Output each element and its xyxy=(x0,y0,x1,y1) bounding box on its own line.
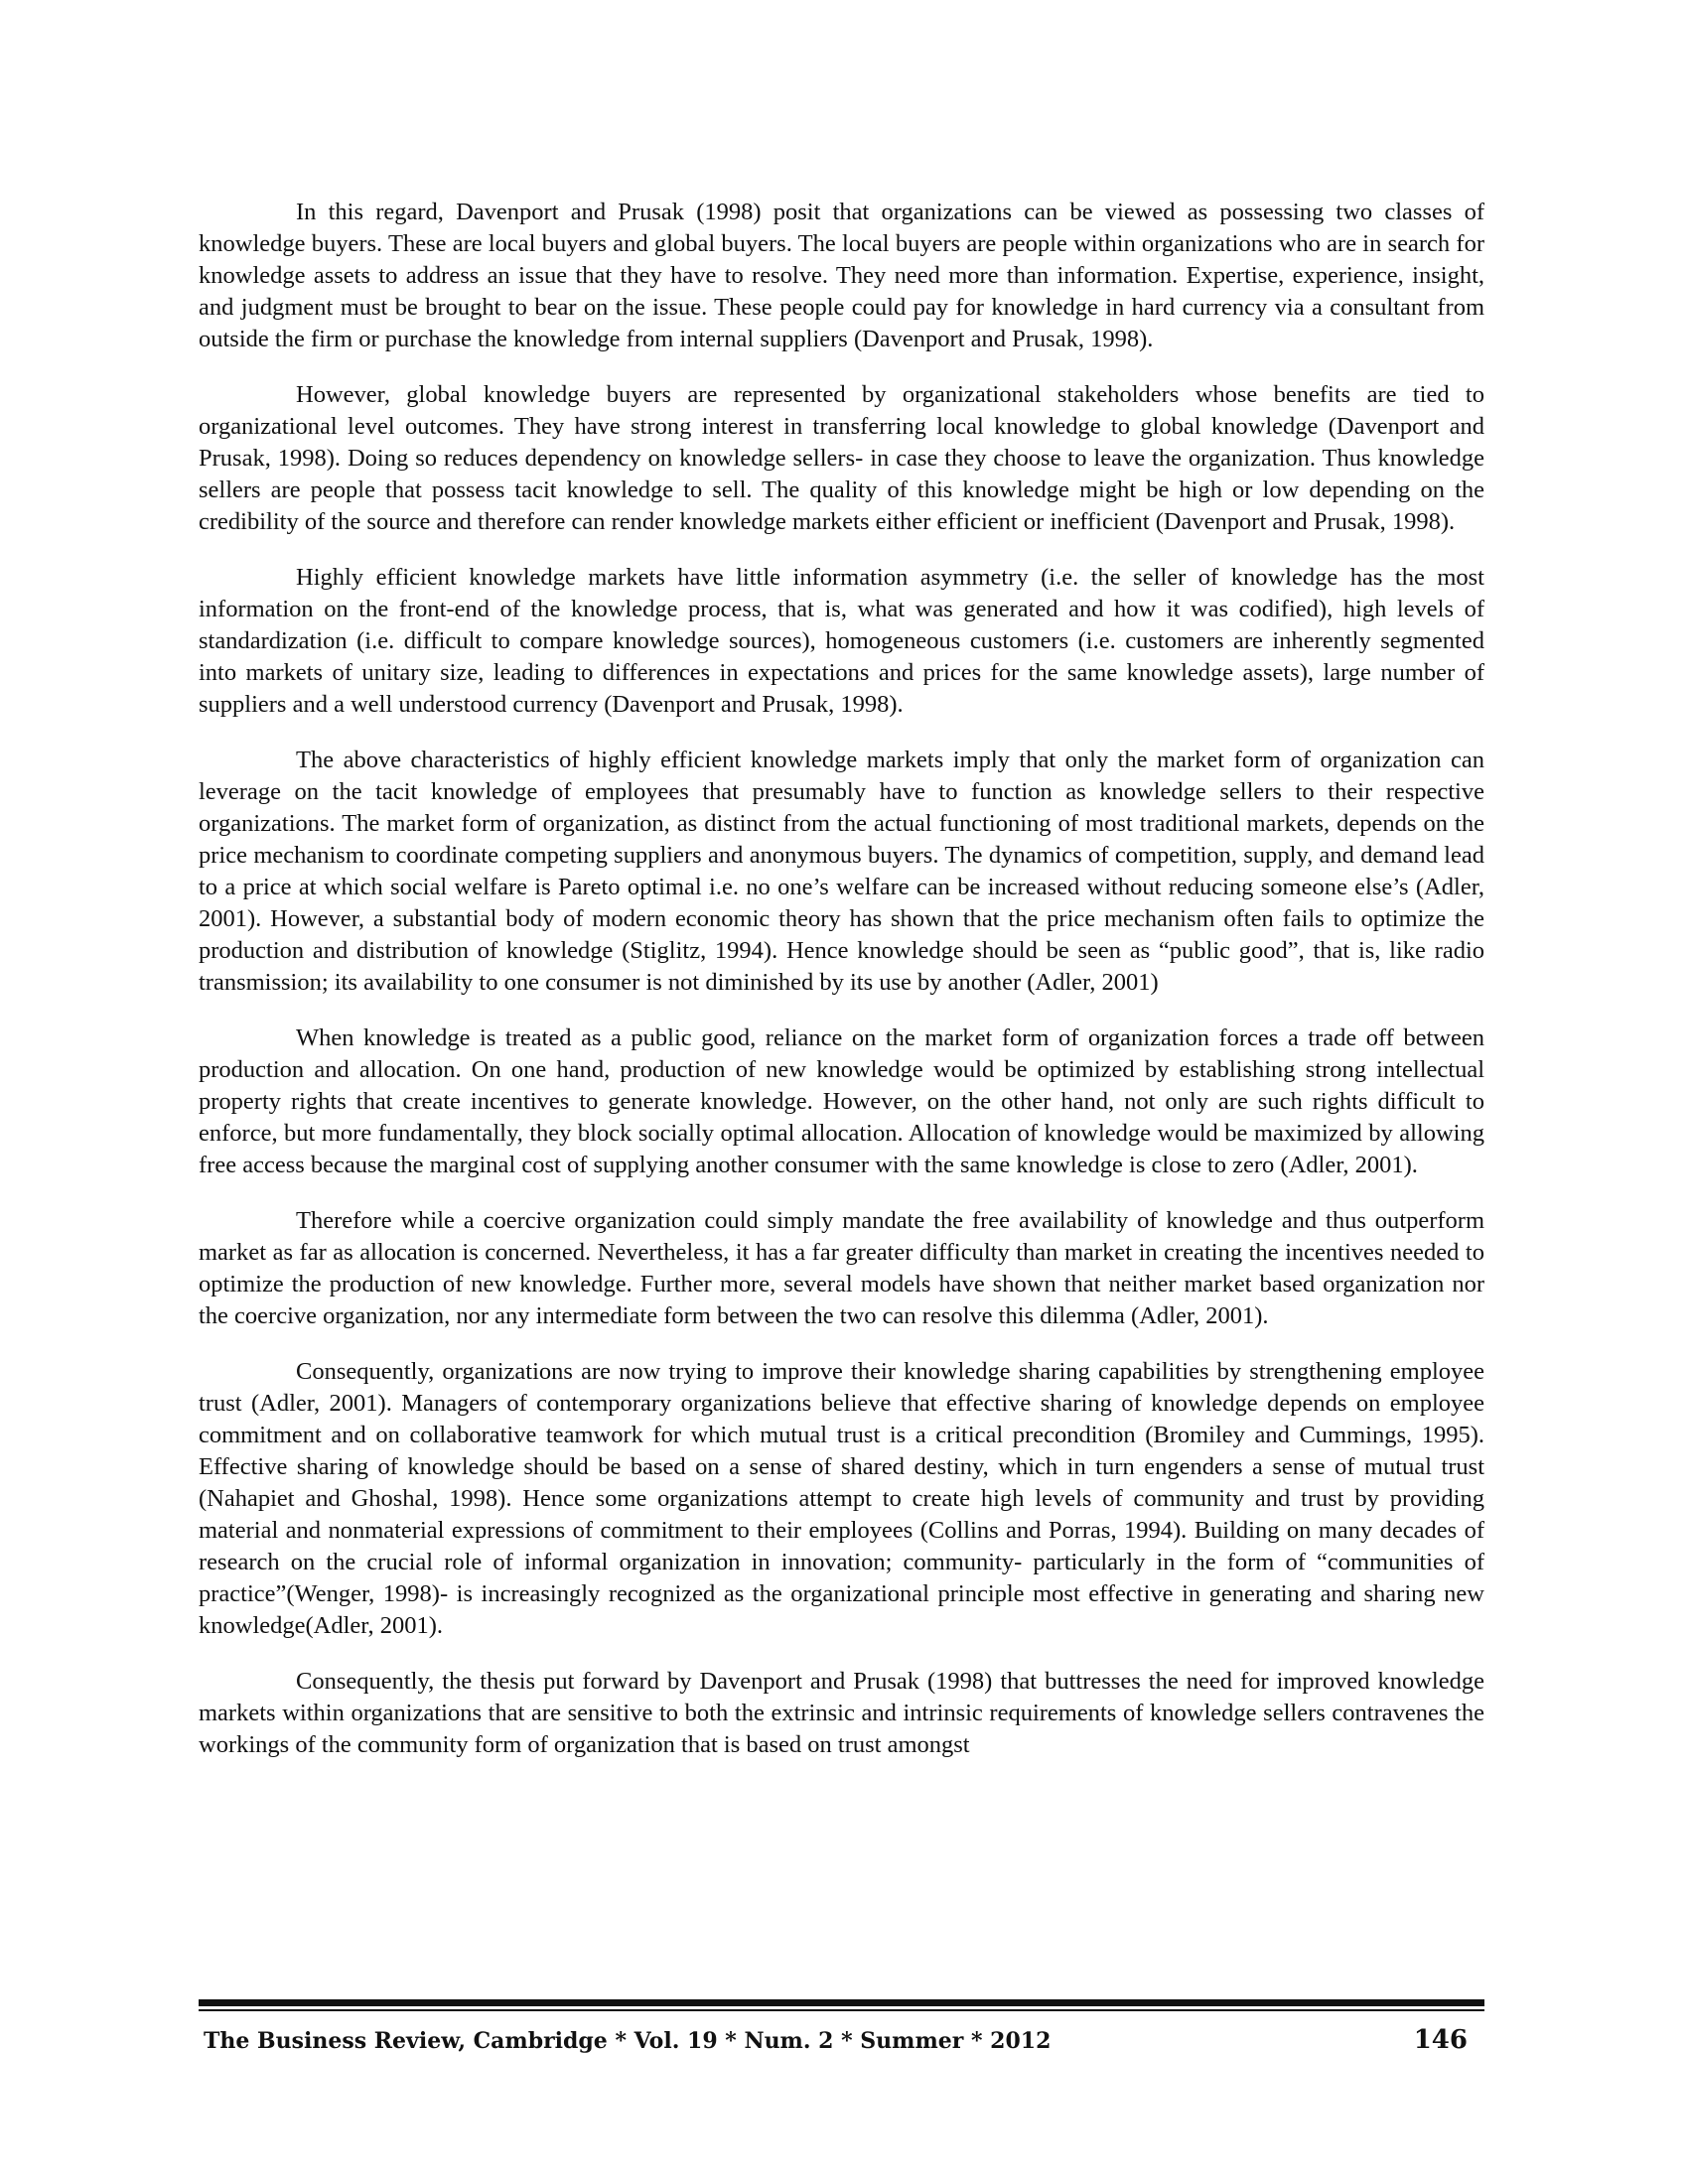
paragraph-3: Highly efficient knowledge markets have little information asymmetry (i.e. the seller of knowledge has the most information on the front-end of the knowledge process, that is, what was generated and how it was codified), high levels of standardization (i.e. difficult to compare knowledge sources), homogeneous customers (i.e. customers are inherently segmented into markets of unitary size, leading to differences in expectations and prices for the same knowledge assets), large number of suppliers and a well understood currency (Davenport and Prusak, 1998). xyxy=(199,564,1484,718)
paragraph-1: In this regard, Davenport and Prusak (1998) posit that organizations can be viewed as possessing two classes of knowledge buyers. These are local buyers and global buyers. The local buyers are people within organizations who are in search for knowledge assets to address an issue that they have to resolve. They need more than information. Expertise, experience, insight, and judgment must be brought to bear on the issue. These people could pay for knowledge in hard currency via a consultant from outside the firm or purchase the knowledge from internal suppliers (Davenport and Prusak, 1998). xyxy=(199,199,1484,352)
paragraph-2: However, global knowledge buyers are represented by organizational stakeholders whose benefits are tied to organizational level outcomes. They have strong interest in transferring local knowledge to global knowledge (Davenport and Prusak, 1998). Doing so reduces dependency on knowledge sellers- in case they choose to leave the organization. Thus knowledge sellers are people that possess tacit knowledge to sell. The quality of this knowledge might be high or low depending on the credibility of the source and therefore can render knowledge markets either efficient or inefficient (Davenport and Prusak, 1998). xyxy=(199,381,1484,535)
paragraph-5: When knowledge is treated as a public good, reliance on the market form of organization forces a trade off between production and allocation. On one hand, production of new knowledge would be optimized by establishing strong intellectual property rights that create incentives to generate knowledge. However, on the other hand, not only are such rights difficult to enforce, but more fundamentally, they block socially optimal allocation. Allocation of knowledge would be maximized by allowing free access because the marginal cost of supplying another consumer with the same knowledge is close to zero (Adler, 2001). xyxy=(199,1024,1484,1178)
footer-rule-thin xyxy=(199,2009,1484,2011)
journal-citation: The Business Review, Cambridge * Vol. 19 * Num. 2 * Summer * 2012 xyxy=(204,2028,1052,2054)
page-body xyxy=(199,197,1484,1785)
paragraph-8: Consequently, the thesis put forward by Davenport and Prusak (1998) that buttresses the need for improved knowledge markets within organizations that are sensitive to both the extrinsic and intrinsic requirements of knowledge sellers contravenes the workings of the community form of organization that is based on trust amongst xyxy=(199,1668,1484,1758)
paragraph-6: Therefore while a coercive organization could simply mandate the free availability of knowledge and thus outperform market as far as allocation is concerned. Nevertheless, it has a far greater difficulty than market in creating the incentives needed to optimize the production of new knowledge. Further more, several models have shown that neither market based organization nor the coercive organization, nor any intermediate form between the two can resolve this dilemma (Adler, 2001). xyxy=(199,1207,1484,1329)
footer-rule-thick xyxy=(199,1999,1484,2006)
page-number: 146 xyxy=(1413,2025,1468,2055)
paragraph-7: Consequently, organizations are now trying to improve their knowledge sharing capabilities by strengthening employee trust (Adler, 2001). Managers of contemporary organizations believe that effective sharing of knowledge depends on employee commitment and on collaborative teamwork for which mutual trust is a critical precondition (Bromiley and Cummings, 1995). Effective sharing of knowledge should be based on a sense of shared destiny, which in turn engenders a sense of mutual trust (Nahapiet and Ghoshal, 1998). Hence some organizations attempt to create high levels of community and trust by providing material and nonmaterial expressions of commitment to their employees (Collins and Porras, 1994). Building on many decades of research on the crucial role of informal organization in innovation; community- particularly in the form of “communities of practice”(Wenger, 1998)- is increasingly recognized as the organizational principle most effective in generating and sharing new knowledge(Adler, 2001). xyxy=(199,1358,1484,1639)
page-footer xyxy=(204,2025,1479,2055)
paragraph-4: The above characteristics of highly efficient knowledge markets imply that only the market form of organization can leverage on the tacit knowledge of employees that presumably have to function as knowledge sellers to their respective organizations. The market form of organization, as distinct from the actual functioning of most traditional markets, depends on the price mechanism to coordinate competing suppliers and anonymous buyers. The dynamics of competition, supply, and demand lead to a price at which social welfare is Pareto optimal i.e. no one’s welfare can be increased without reducing someone else’s (Adler, 2001). However, a substantial body of modern economic theory has shown that the price mechanism often fails to optimize the production and distribution of knowledge (Stiglitz, 1994). Hence knowledge should be seen as “public good”, that is, like radio transmission; its availability to one consumer is not diminished by its use by another (Adler, 2001) xyxy=(199,747,1484,996)
